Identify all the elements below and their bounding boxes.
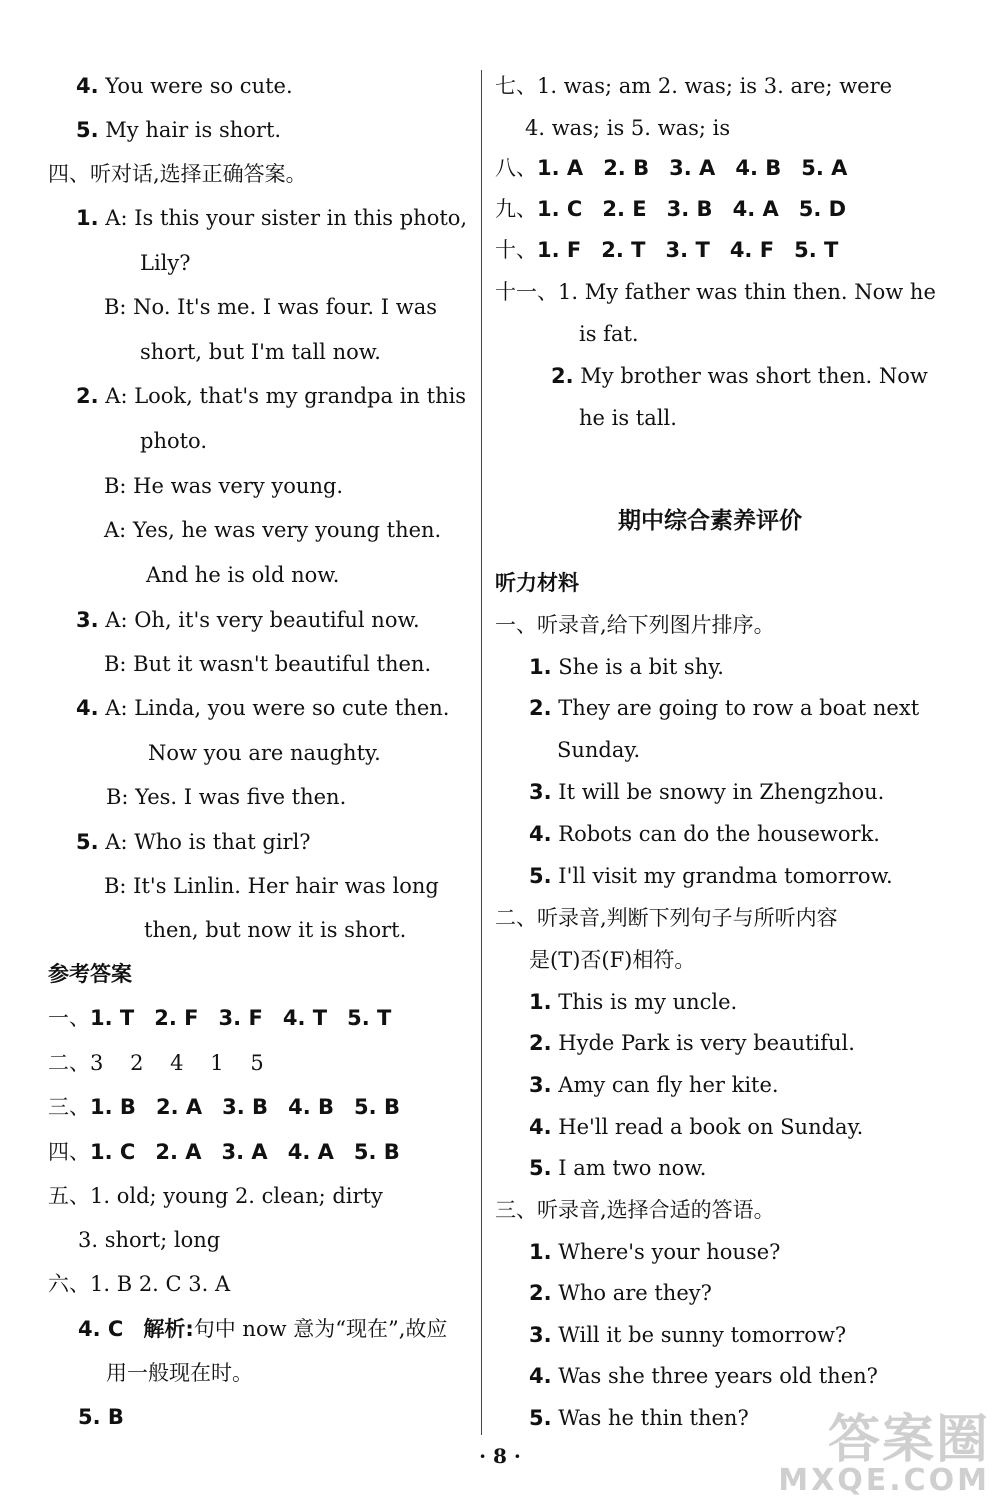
dialog-4-a-cont: Now you are naughty. — [148, 741, 381, 765]
answer-row-6-item-5: 5. B — [78, 1405, 124, 1429]
dialog-2-c: A: Yes, he was very young then. — [104, 518, 442, 542]
dialog-4-b: B: Yes. I was five then. — [106, 785, 347, 809]
s2-item-3: 3. Amy can fly her kite. — [529, 1073, 779, 1097]
s1-item-1: 1. She is a bit shy. — [529, 655, 724, 679]
answer-row-9: 九、1. C 2. E 3. B 4. A 5. D — [495, 197, 847, 221]
answer-row-11-cont: is fat. — [579, 322, 639, 346]
answer-row-7-cont: 4. was; is 5. was; is — [525, 116, 731, 140]
answer-row-4: 四、1. C 2. A 3. A 4. A 5. B — [48, 1140, 400, 1164]
dialog-4-a: 4. A: Linda, you were so cute then. — [76, 696, 450, 720]
midterm-title: 期中综合素养评价 — [618, 508, 802, 534]
line-4: 4. You were so cute. — [76, 74, 293, 98]
answer-row-1: 一、1. T 2. F 3. F 4. T 5. T — [48, 1006, 392, 1030]
answer-row-10: 十、1. F 2. T 3. T 4. F 5. T — [495, 238, 839, 262]
section-2-heading-cont: 是(T)否(F)相符。 — [529, 948, 696, 972]
answer-row-2: 二、3 2 4 1 5 — [48, 1051, 264, 1075]
dialog-2-a: 2. A: Look, that's my grandpa in this — [76, 384, 467, 408]
dialog-3-b: B: But it wasn't beautiful then. — [104, 652, 432, 676]
dialog-2-c-cont: And he is old now. — [146, 563, 340, 587]
dialog-1-a: 1. A: Is this your sister in this photo, — [76, 206, 468, 230]
listening-material-heading: 听力材料 — [495, 571, 579, 595]
answer-row-3: 三、1. B 2. A 3. B 4. B 5. B — [48, 1095, 400, 1119]
s1-item-3: 3. It will be snowy in Zhengzhou. — [529, 780, 885, 804]
s2-item-1: 1. This is my uncle. — [529, 990, 738, 1014]
line-5: 5. My hair is short. — [76, 118, 282, 142]
dialog-3-a: 3. A: Oh, it's very beautiful now. — [76, 608, 420, 632]
reference-answers-heading: 参考答案 — [48, 962, 132, 986]
s3-item-3: 3. Will it be sunny tomorrow? — [529, 1323, 847, 1347]
dialog-1-b-cont: short, but I'm tall now. — [140, 340, 381, 364]
s2-item-2: 2. Hyde Park is very beautiful. — [529, 1031, 855, 1055]
answer-row-11: 十一、1. My father was thin then. Now he — [495, 280, 936, 304]
dialog-5-a: 5. A: Who is that girl? — [76, 830, 311, 854]
section-3-heading: 三、听录音,选择合适的答语。 — [495, 1198, 775, 1222]
answer-row-5-cont: 3. short; long — [78, 1228, 221, 1252]
answer-row-8: 八、1. A 2. B 3. A 4. B 5. A — [495, 156, 848, 180]
s1-item-4: 4. Robots can do the housework. — [529, 822, 880, 846]
s2-item-5: 5. I am two now. — [529, 1156, 707, 1180]
dialog-5-b: B: It's Linlin. Her hair was long — [104, 874, 439, 898]
answer-row-6-item-4: 4. C 解析:句中 now 意为“现在”,故应 — [78, 1317, 448, 1341]
section-2-heading: 二、听录音,判断下列句子与所听内容 — [495, 906, 838, 930]
s2-item-4: 4. He'll read a book on Sunday. — [529, 1115, 864, 1139]
answer-row-7: 七、1. was; am 2. was; is 3. are; were — [495, 74, 893, 98]
s1-item-2-cont: Sunday. — [557, 738, 641, 762]
s3-item-2: 2. Who are they? — [529, 1281, 712, 1305]
answer-row-11-item-2-cont: he is tall. — [579, 406, 677, 430]
section-4-heading: 四、听对话,选择正确答案。 — [48, 162, 307, 186]
s3-item-4: 4. Was she three years old then? — [529, 1364, 878, 1388]
section-1-heading: 一、听录音,给下列图片排序。 — [495, 613, 775, 637]
s3-item-5: 5. Was he thin then? — [529, 1406, 749, 1430]
answer-row-6-explain-cont: 用一般现在时。 — [106, 1361, 253, 1385]
watermark-line-1: 答案圈 — [827, 1410, 990, 1470]
answer-row-6: 六、1. B 2. C 3. A — [48, 1272, 231, 1296]
s3-item-1: 1. Where's your house? — [529, 1240, 781, 1264]
s1-item-2: 2. They are going to row a boat next — [529, 696, 920, 720]
answer-row-5: 五、1. old; young 2. clean; dirty — [48, 1184, 383, 1208]
column-divider — [481, 70, 482, 1435]
dialog-1-a-cont: Lily? — [140, 251, 191, 275]
page-number: · 8 · — [479, 1444, 521, 1468]
dialog-2-b: B: He was very young. — [104, 474, 344, 498]
dialog-5-b-cont: then, but now it is short. — [144, 918, 407, 942]
watermark-logo — [778, 1410, 990, 1498]
answer-row-11-item-2: 2. My brother was short then. Now — [551, 364, 928, 388]
dialog-2-a-cont: photo. — [140, 429, 207, 453]
watermark-line-2: MXQE.COM — [778, 1463, 990, 1498]
s1-item-5: 5. I'll visit my grandma tomorrow. — [529, 864, 893, 888]
dialog-1-b: B: No. It's me. I was four. I was — [104, 295, 438, 319]
